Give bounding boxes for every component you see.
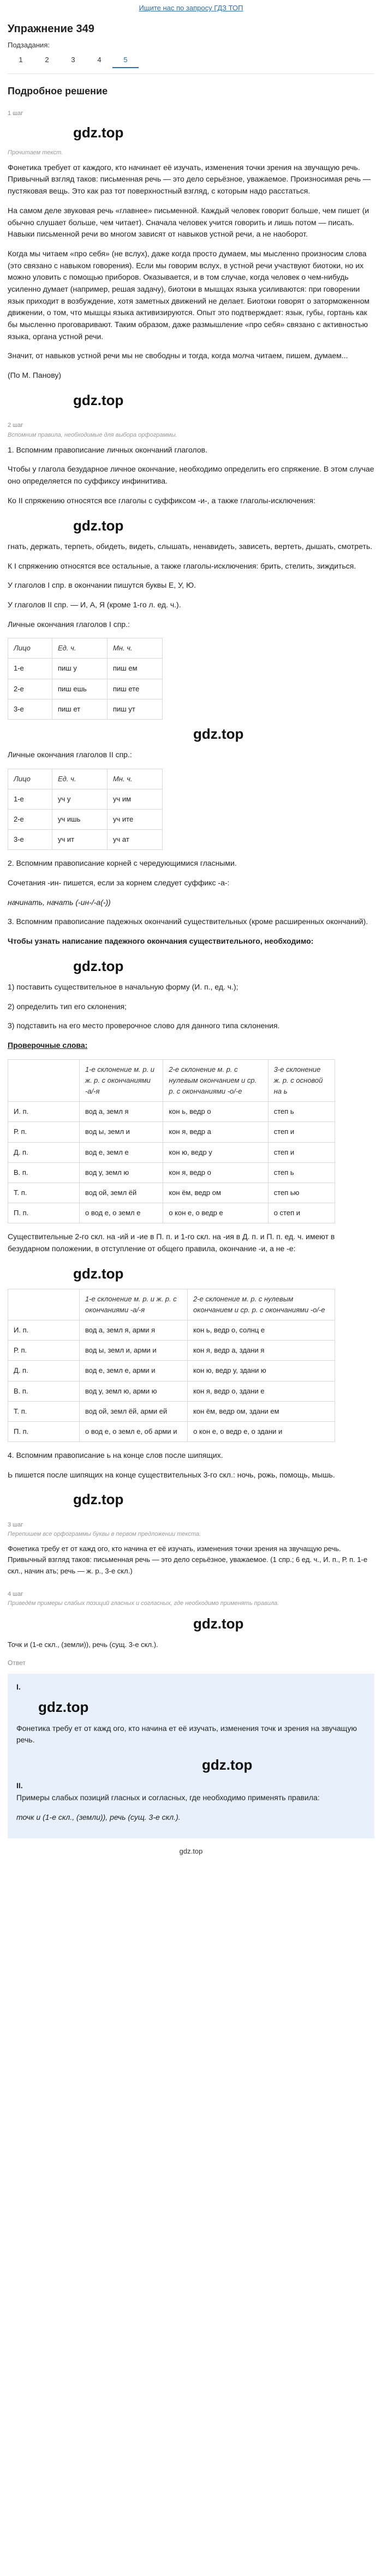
watermark: gdz.top — [73, 124, 124, 141]
table-header: Ед. ч. — [52, 638, 108, 659]
tab-4[interactable]: 4 — [97, 55, 102, 64]
tab-5[interactable]: 5 — [112, 53, 139, 68]
watermark: gdz.top — [38, 1699, 89, 1716]
table-cell: степ ь — [268, 1162, 335, 1183]
table-cell: уч ит — [52, 830, 108, 850]
paragraph: У глаголов II спр. — И, А, Я (кроме 1-го л. ед. ч.). — [8, 600, 181, 609]
paragraph: Фонетика требу ет от кажд ого, кто начина ет её изучать, изменения точки зрения на звучащую речь. Привычный взгляд таков: письменная речь — это дело серьёзное, уважаемое. (1 спр.; 6 ед. ч., И. п., Р. п. 1-е скл., начин ать; речь — ж. р., 3-е скл.) — [8, 1545, 368, 1575]
step-1-desc: Прочитаем текст. — [8, 149, 63, 156]
table-cell: вод а, земл я — [80, 1102, 163, 1122]
watermark: gdz.top — [73, 1491, 124, 1508]
table-cell: уч им — [108, 789, 163, 809]
watermark: gdz.top — [73, 517, 124, 534]
table-cell: степ и — [268, 1142, 335, 1162]
tab-2[interactable]: 2 — [45, 55, 49, 64]
declension-table — [8, 1059, 335, 1223]
table-cell: вод е, земл е — [80, 1142, 163, 1162]
answer-part-2: Примеры слабых позиций гласных и согласных, где необходимо применять правила: — [16, 1793, 320, 1802]
table-cell: степ ь — [268, 1102, 335, 1122]
watermark: gdz.top — [73, 957, 124, 974]
table-cell: В. п. — [8, 1162, 80, 1183]
answer-part-2-text: точк и (1-е скл., (земли)), речь (сущ. 3-е скл.). — [16, 1812, 181, 1821]
search-hint-link[interactable]: Ищите нас по запросу ГДЗ ТОП — [139, 4, 243, 12]
table-cell: уч ите — [108, 810, 163, 830]
step-4-desc: Приведём примеры слабых позиций гласных и согласных, где необходимо применять правила. — [8, 1600, 279, 1607]
table-cell: И. п. — [8, 1102, 80, 1122]
table-cell: Р. п. — [8, 1341, 80, 1361]
table-cell: кон ь, ведр о, солнц е — [188, 1320, 335, 1341]
table-cell: о вод е, о земл е, об арми и — [80, 1421, 188, 1441]
table-header: Лицо — [8, 638, 52, 659]
step-3-desc: Перепишем все орфограммы буквы в первом предложении текста. — [8, 1531, 201, 1538]
step-1-label: 1 шаг — [8, 110, 23, 117]
table-cell: кон ём, ведр ом — [163, 1183, 268, 1203]
paragraph: 2) определить тип его склонения; — [8, 1002, 127, 1011]
step-2-desc: Вспомним правила, необходимые для выбора орфограммы. — [8, 431, 177, 438]
paragraph: 4. Вспомним правописание ь на конце слов после шипящих. — [8, 1450, 223, 1459]
paragraph: 3. Вспомним правописание падежных окончаний существительных (кроме расширенных окончаний). — [8, 917, 368, 926]
endings-table-2 — [8, 769, 163, 850]
table-header: 2-е склонение м. р. с нулевым окончанием и ср. р. с окончаниями -о/-е — [188, 1289, 335, 1320]
table-cell: вод ы, земл и — [80, 1122, 163, 1142]
table-header — [8, 1289, 80, 1320]
table-cell: 3-е — [8, 830, 52, 850]
paragraph: Точк и (1-е скл., (земли)), речь (сущ. 3-е скл.). — [8, 1640, 158, 1649]
table-cell: кон я, ведр о — [163, 1162, 268, 1183]
paragraph: Чтобы у глагола безударное личное окончание, необходимо определить его спряжение. В этом случае оно определяется по суффиксу инфинитива. — [8, 464, 374, 486]
paragraph: Фонетика требует от каждого, кто начинает её изучать, изменения точки зрения на звучащую речь. Привычный взгляд таков: письменная речь — это дело серьёзное, уважаемое. Произносимая речь — пустяковая вещь. Это как раз тот поверхностный взгляд, с которым надо расстаться. — [8, 162, 371, 196]
table-cell: Р. п. — [8, 1122, 80, 1142]
table-cell: уч у — [52, 789, 108, 809]
paragraph: 3) подставить на его место проверочное слово для данного типа склонения. — [8, 1021, 280, 1030]
table-header: 1-е склонение м. р. и ж. р. с окончаниями -а/-я — [80, 1289, 188, 1320]
table-cell: пиш у — [52, 659, 108, 679]
table-header: Мн. ч. — [108, 769, 163, 789]
declension-table-2 — [8, 1289, 335, 1442]
paragraph: У глаголов I спр. в окончании пишутся буквы Е, У, Ю. — [8, 581, 196, 590]
table-cell: о степ и — [268, 1203, 335, 1223]
table-cell: степ ью — [268, 1183, 335, 1203]
table-cell: кон я, ведр а — [163, 1122, 268, 1142]
watermark: gdz.top — [193, 1615, 244, 1632]
table-cell: Т. п. — [8, 1401, 80, 1421]
table-header: 3-е склонение ж. р. с основой на ь — [268, 1059, 335, 1101]
table-cell: кон ём, ведр ом, здани ем — [188, 1401, 335, 1421]
paragraph: Ь пишется после шипящих на конце существительных 3-го скл.: ночь, рожь, помощь, мышь. — [8, 1470, 335, 1479]
table-cell: вод у, земл ю — [80, 1162, 163, 1183]
table-caption: Личные окончания глаголов I спр.: — [8, 619, 130, 629]
table-cell: уч ат — [108, 830, 163, 850]
table-cell: вод ой, земл ёй — [80, 1183, 163, 1203]
table-cell: вод у, земл ю, арми ю — [80, 1381, 188, 1401]
table-cell: кон ь, ведр о — [163, 1102, 268, 1122]
table-header: 2-е склонение м. р. с нулевым окончанием и ср. р. с окончаниями -о/-е — [163, 1059, 268, 1101]
subtasks-label: Подзадания: — [8, 40, 50, 49]
table-cell: о кон е, о ведр е — [163, 1203, 268, 1223]
paragraph: 2. Вспомним правописание корней с чередующимися гласными. — [8, 859, 237, 868]
table-header: 1-е склонение м. р. и ж. р. с окончаниями -а/-я — [80, 1059, 163, 1101]
paragraph: Существительные 2-го скл. на -ий и -ие в П. п. и 1-го скл. на -ия в Д. п. и П. п. ед. ч. имеют в безударном положении, в отступление от общего правила, окончание -и, а не -е: — [8, 1232, 335, 1253]
paragraph: 1. Вспомним правописание личных окончаний глаголов. — [8, 445, 207, 454]
answer-part-2-title: II. — [16, 1781, 23, 1790]
paragraph: К I спряжению относятся все остальные, а также глаголы-исключения: брить, стелить, зиждиться. — [8, 561, 356, 570]
table-cell: П. п. — [8, 1421, 80, 1441]
table-cell: В. п. — [8, 1381, 80, 1401]
table-caption: Личные окончания глаголов II спр.: — [8, 750, 132, 759]
tab-1[interactable]: 1 — [19, 55, 23, 64]
step-2-label: 2 шаг — [8, 422, 23, 429]
table-cell: пиш ет — [52, 699, 108, 719]
table-cell: о вод е, о земл е — [80, 1203, 163, 1223]
step-3-label: 3 шаг — [8, 1521, 23, 1528]
subtask-tabs — [8, 53, 374, 68]
paragraph: гнать, держать, терпеть, обидеть, видеть, слышать, ненавидеть, зависеть, вертеть, дышать, смотреть. — [8, 541, 373, 551]
tab-3[interactable]: 3 — [71, 55, 75, 64]
top-banner — [0, 0, 382, 17]
table-header: Лицо — [8, 769, 52, 789]
table-cell: вод а, земл я, арми я — [80, 1320, 188, 1341]
answer-part-1-title: I. — [16, 1682, 21, 1691]
table-cell: П. п. — [8, 1203, 80, 1223]
paragraph: Сочетания -ин- пишется, если за корнем следует суффикс -а-: — [8, 878, 230, 888]
table-cell: кон ю, ведр у — [163, 1142, 268, 1162]
paragraph: 1) поставить существительное в начальную форму (И. п., ед. ч.); — [8, 982, 238, 992]
table-cell: кон я, ведр о, здани е — [188, 1381, 335, 1401]
footer-link[interactable]: gdz.top — [179, 1847, 203, 1856]
table-cell: степ и — [268, 1122, 335, 1142]
table-cell: кон я, ведр а, здани я — [188, 1341, 335, 1361]
table-cell: уч ишь — [52, 810, 108, 830]
table-cell: 1-е — [8, 789, 52, 809]
answer-box — [8, 1674, 374, 1839]
table-caption: Проверочные слова: — [8, 1041, 88, 1050]
table-cell: кон ю, ведр у, здани ю — [188, 1361, 335, 1381]
paragraph: На самом деле звуковая речь «главнее» письменной. Каждый человек говорит больше, чем пишет (и обычно слушает больше, чем читает). Сначала человек учится говорить и лишь потом — писать. Навыки письменной речи во многом зависят от навыков устной речи, а не наоборот. — [8, 206, 369, 239]
paragraph: Когда мы читаем «про себя» (не вслух), даже когда просто думаем, мы мысленно произносим слова (это связано с навыком говорения). Если мы говорим вслух, в устной речи участвуют биотоки, но их можно уловить с помощью приборов. Оказывается, и в том случае, когда человек о чем-нибудь усиленно думает (например, решая задачу), биотоки в мышцах языка усиливаются: при говорении язык приходит в возбуждение, хотя заметных движений не делает. Биотоки говорят о заторможенном движении, о том, что мышцы языка активизируются. Опыт это подтверждает: язык, губы, гортань как бы мысленно проговаривают. Таким образом, даже размышление «про себя» связано с активностью языка, органа устной речи. — [8, 249, 369, 341]
watermark: gdz.top — [73, 391, 124, 408]
table-cell: 2-е — [8, 810, 52, 830]
paragraph: Чтобы узнать написание падежного окончания существительного, необходимо: — [8, 937, 314, 946]
table-cell: вод е, земл е, арми и — [80, 1361, 188, 1381]
answer-part-1: Фонетика требу ет от кажд ого, кто начина ет её изучать, изменения точк и зрения на звучащую речь. — [16, 1723, 357, 1745]
paragraph: начинать, начать (-ин-/-а(-)) — [8, 897, 111, 907]
table-cell: Д. п. — [8, 1142, 80, 1162]
page-title: Упражнение 349 — [8, 22, 94, 35]
table-cell: пиш ешь — [52, 679, 108, 699]
watermark: gdz.top — [193, 725, 244, 742]
step-4-label: 4 шаг — [8, 1590, 23, 1597]
table-header: Мн. ч. — [108, 638, 163, 659]
answer-label: Ответ — [8, 1658, 26, 1667]
solution-heading: Подробное решение — [8, 85, 108, 96]
paragraph: (По М. Панову) — [8, 371, 61, 380]
table-header — [8, 1059, 80, 1101]
table-cell: вод ы, земл и, арми и — [80, 1341, 188, 1361]
table-cell: пиш ем — [108, 659, 163, 679]
table-header: Ед. ч. — [52, 769, 108, 789]
endings-table-1 — [8, 638, 163, 720]
watermark: gdz.top — [202, 1756, 253, 1773]
paragraph: Значит, от навыков устной речи мы не свободны и тогда, когда молча читаем, пишем, думаем... — [8, 351, 348, 360]
table-cell: И. п. — [8, 1320, 80, 1341]
table-cell: 2-е — [8, 679, 52, 699]
table-cell: 1-е — [8, 659, 52, 679]
table-cell: Д. п. — [8, 1361, 80, 1381]
table-cell: Т. п. — [8, 1183, 80, 1203]
table-cell: пиш ете — [108, 679, 163, 699]
table-cell: вод ой, земл ёй, арми ей — [80, 1401, 188, 1421]
paragraph: Ко II спряжению относятся все глаголы с суффиксом -и-, а также глаголы-исключения: — [8, 496, 315, 505]
watermark: gdz.top — [73, 1265, 124, 1282]
table-cell: 3-е — [8, 699, 52, 719]
table-cell: пиш ут — [108, 699, 163, 719]
table-cell: о кон е, о ведр е, о здани и — [188, 1421, 335, 1441]
